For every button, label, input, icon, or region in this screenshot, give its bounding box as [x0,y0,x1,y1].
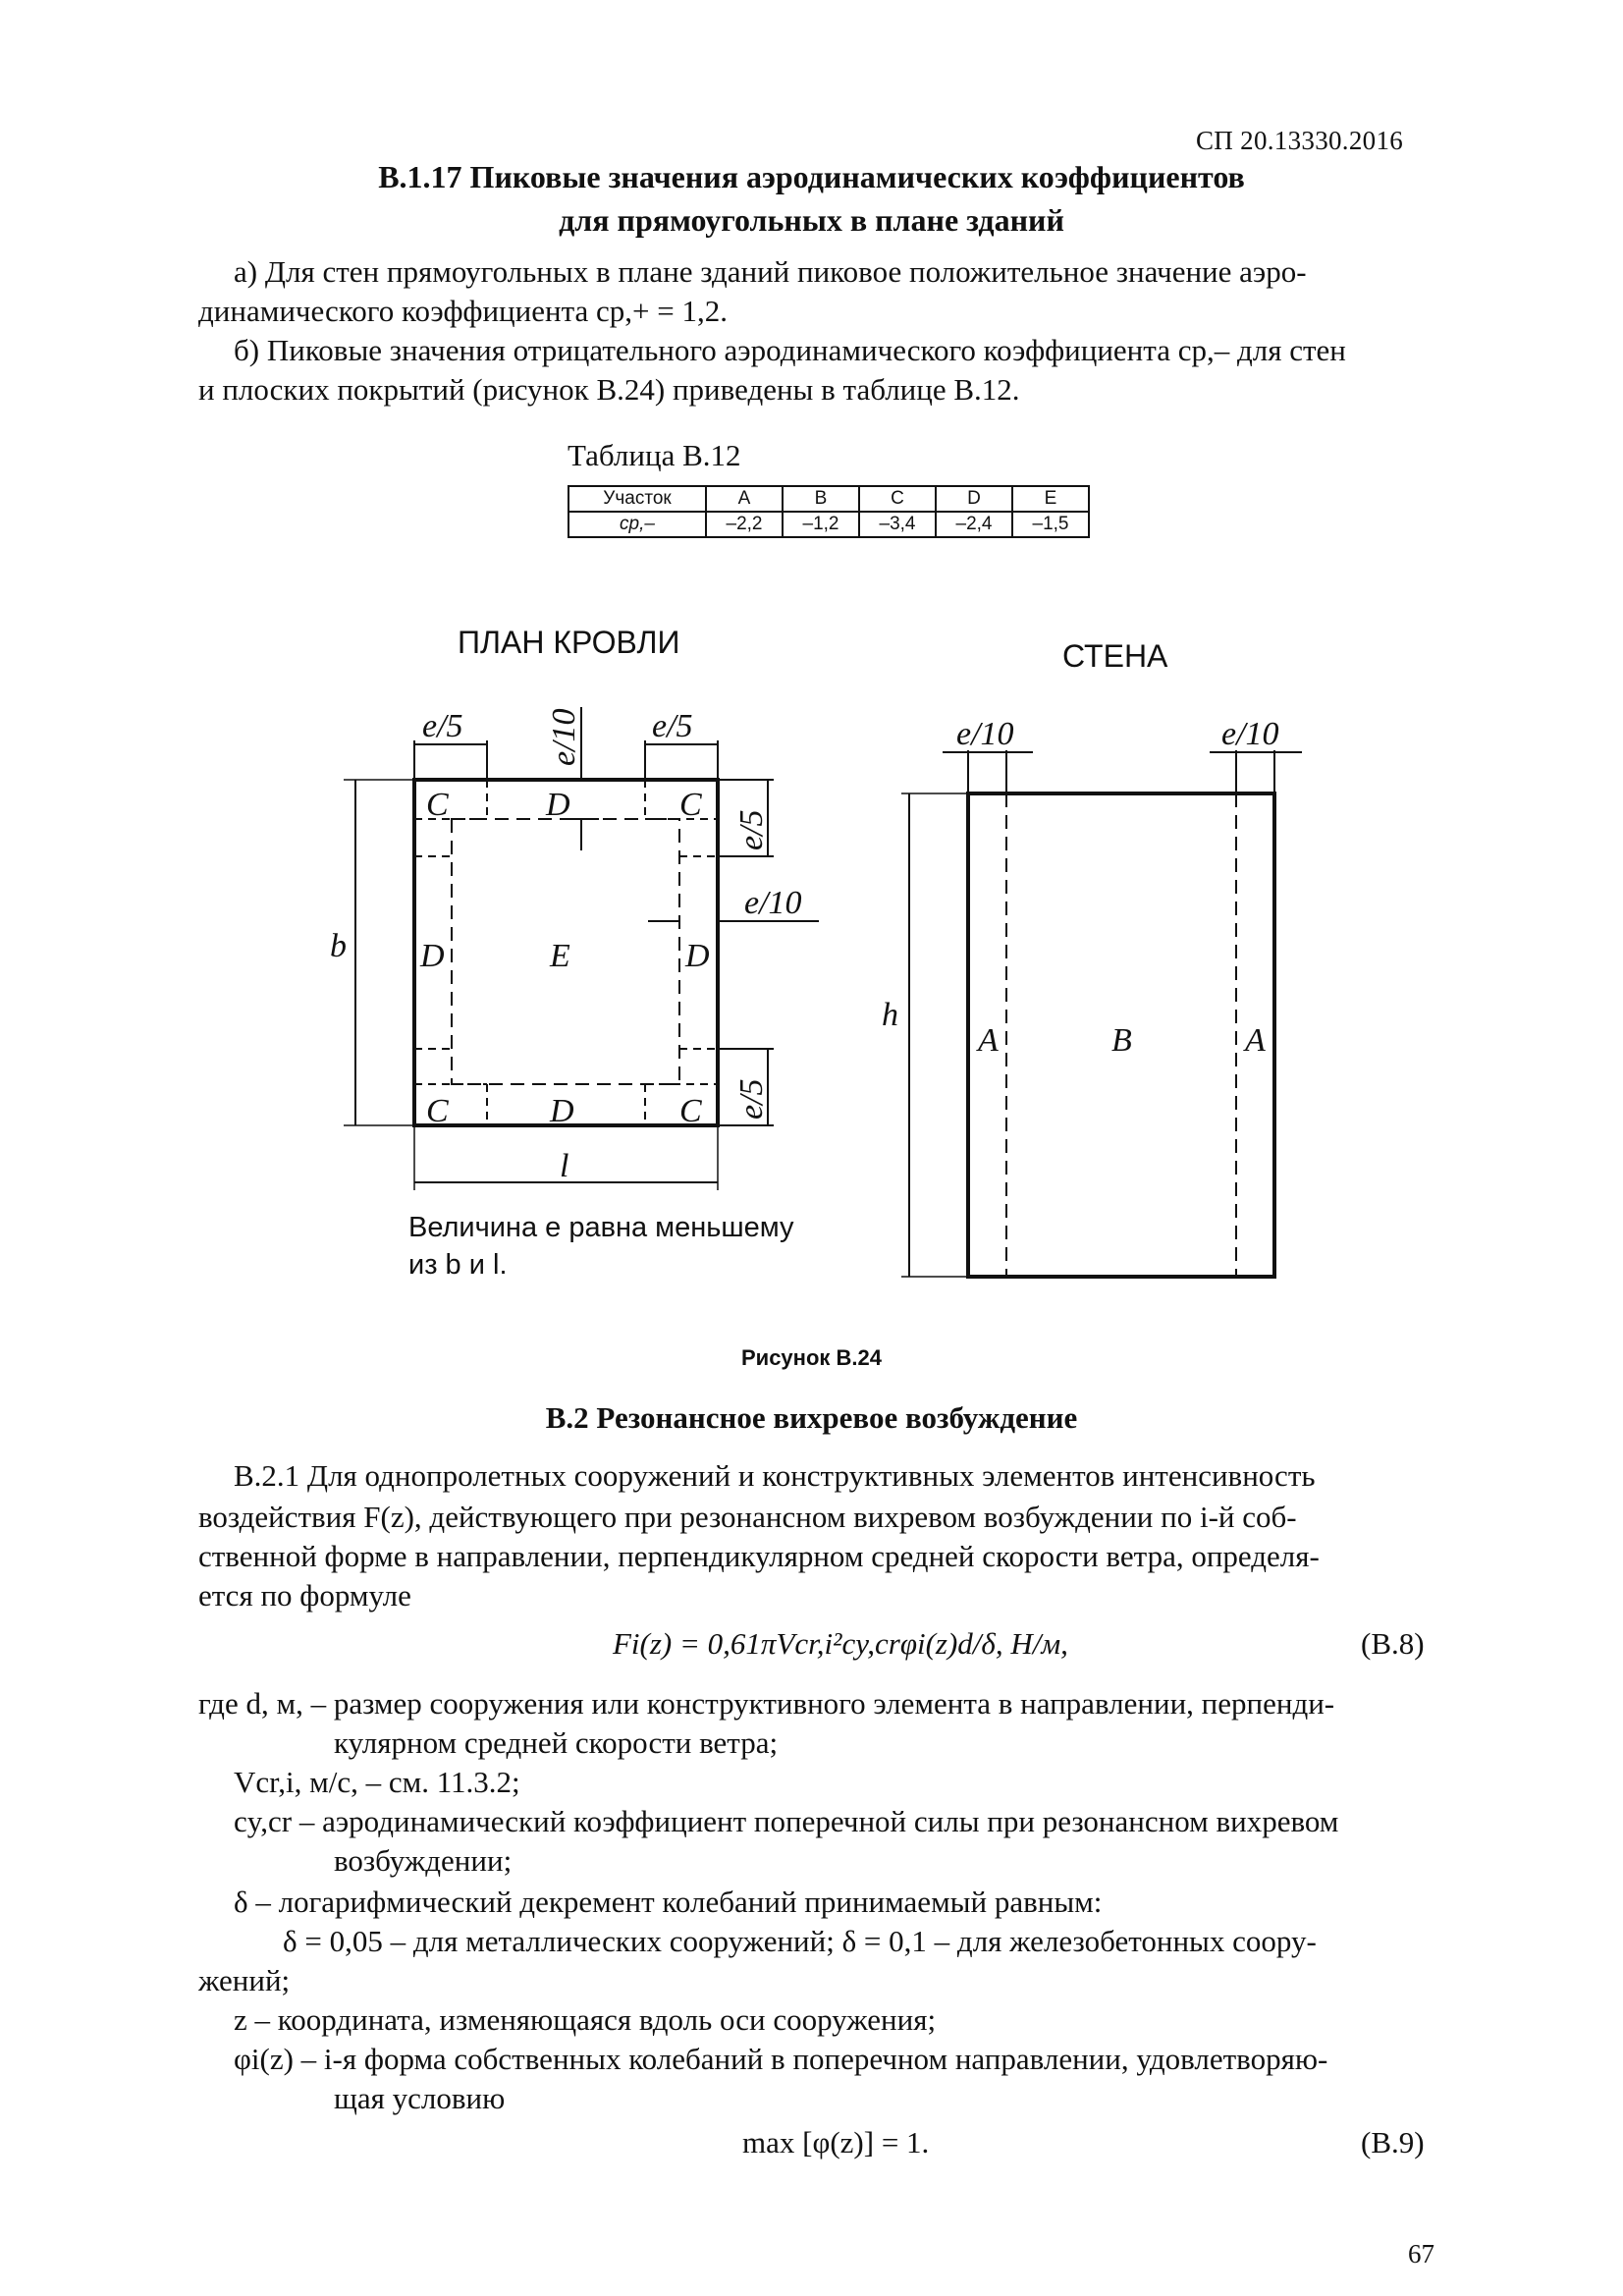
table-cell: –3,4 [859,512,936,537]
dim-label-b: b [330,928,347,964]
paragraph-a-line2: динамического коэффициента cp,+ = 1,2. [198,294,728,328]
table-header-label: Участок [568,486,706,512]
table-caption: Таблица В.12 [568,438,741,472]
zone-label-d: D [550,1093,574,1129]
zone-label-c: C [679,787,702,823]
table-col-header: E [1012,486,1089,512]
section-title-line1: В.1.17 Пиковые значения аэродинамических коэффициентов [378,159,1245,194]
table-cell: –2,4 [936,512,1012,537]
zone-label-c: C [426,1093,449,1129]
wall-title: СТЕНА [1062,638,1168,674]
table-col-header: C [859,486,936,512]
paragraph-a-line1: а) Для стен прямоугольных в плане зданий пиковое положительное значение аэро- [234,254,1307,289]
figure-caption: Рисунок В.24 [741,1345,882,1370]
table-cell: –1,2 [783,512,859,537]
paragraph-b-line1: б) Пиковые значения отрицательного аэродинамического коэффициента cp,– для стен [234,333,1346,367]
delta-values-line1: δ = 0,05 – для металлических сооружений; δ = 0,1 – для железобетонных соору- [283,1924,1317,1958]
dim-label-e5: e/5 [733,809,770,850]
table-cell: –1,5 [1012,512,1089,537]
figure-note-line1: Величина e равна меньшему [408,1212,794,1243]
page-number: 67 [1408,2239,1434,2269]
definition-phi-line2: щая условию [334,2081,506,2115]
table-col-header: B [783,486,859,512]
definition-d-line1: где d, м, – размер сооружения или конструктивного элемента в направлении, перпенди- [198,1686,1335,1721]
dim-label-l: l [560,1148,569,1184]
table-col-header: D [936,486,1012,512]
dim-label-e10: e/10 [546,708,582,766]
zone-label-e: E [550,938,570,974]
paragraph-b-line2: и плоских покрытий (рисунок В.24) приведены в таблице В.12. [198,372,1020,407]
paragraph-b21-line3: ственной форме в направлении, перпендикулярном средней скорости ветра, определя- [198,1539,1320,1573]
dim-label-e10: e/10 [956,716,1014,752]
zone-label-d: D [420,938,445,974]
definition-c-line1: cy,cr – аэродинамический коэффициент поперечной силы при резонансном вихревом [234,1804,1339,1838]
table-col-header: A [706,486,783,512]
paragraph-b21-line1: В.2.1 Для однопролетных сооружений и конструктивных элементов интенсивность [234,1458,1316,1493]
zone-label-d: D [685,938,710,974]
definition-phi-line1: φi(z) – i-я форма собственных колебаний в поперечном направлении, удовлетворяю- [234,2042,1328,2076]
dim-label-e10: e/10 [744,885,802,921]
definition-d-line2: кулярном средней скорости ветра; [334,1725,779,1760]
dim-label-e10: e/10 [1221,716,1279,752]
dim-label-e5: e/5 [422,708,463,744]
roof-plan-title: ПЛАН КРОВЛИ [458,625,680,660]
zone-label-a: A [978,1022,999,1059]
dim-label-e5: e/5 [652,708,693,744]
zone-label-b: B [1111,1022,1132,1059]
definition-c-line2: возбуждении; [334,1843,513,1878]
definition-z: z – координата, изменяющаяся вдоль оси сооружения; [234,2002,937,2037]
zone-label-a: A [1245,1022,1266,1059]
formula-b8: Fi(z) = 0,61πVcr,i²cy,crφi(z)d/δ, Н/м, [613,1626,1068,1661]
figure-note-line2: из b и l. [408,1249,508,1281]
paragraph-b21-line4: ется по формуле [198,1578,411,1613]
dim-label-e5: e/5 [733,1078,770,1120]
formula-b8-number: (В.8) [1361,1626,1425,1661]
document-code: СП 20.13330.2016 [1196,126,1404,155]
definition-delta: δ – логарифмический декремент колебаний принимаемый равным: [234,1885,1103,1919]
formula-b9-number: (В.9) [1361,2125,1425,2159]
definition-v: Vcr,i, м/с, – см. 11.3.2; [234,1765,520,1799]
zone-label-c: C [426,787,449,823]
formula-b9: max [φ(z)] = 1. [742,2125,930,2159]
section-b2-title: В.2 Резонансное вихревое возбуждение [545,1400,1078,1435]
zone-label-c: C [679,1093,702,1129]
dim-label-h: h [882,997,898,1033]
section-title-line2: для прямоугольных в плане зданий [559,202,1064,238]
paragraph-b21-line2: воздействия F(z), действующего при резонансном вихревом возбуждении по i-й соб- [198,1500,1297,1534]
table-cell: –2,2 [706,512,783,537]
delta-values-line2: жений; [198,1963,291,1997]
zone-label-d: D [546,787,570,823]
table-row-label: cp,– [568,512,706,537]
